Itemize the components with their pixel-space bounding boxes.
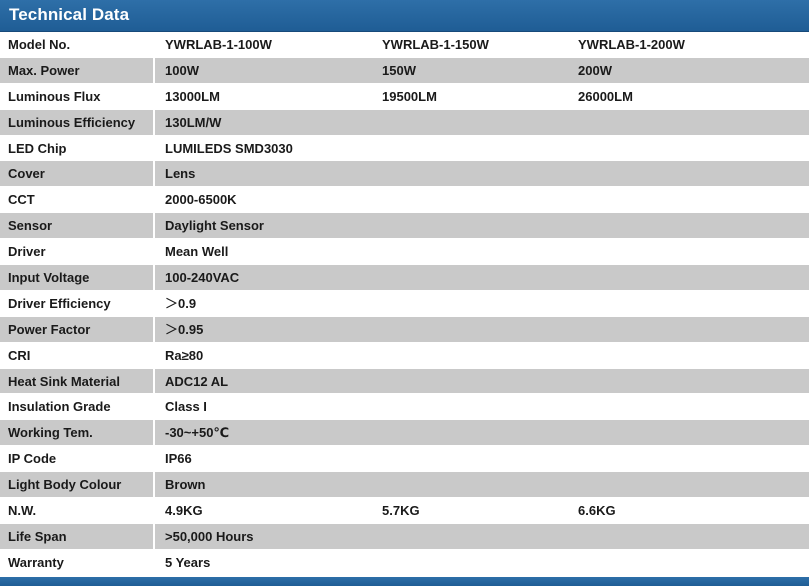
row-value-1: Daylight Sensor bbox=[165, 218, 264, 234]
row-value-1: Class I bbox=[165, 399, 207, 415]
row-value-1: >50,000 Hours bbox=[165, 528, 254, 544]
row-label: CCT bbox=[8, 192, 35, 208]
row-value-2: YWRLAB-1-150W bbox=[382, 37, 489, 52]
row-value-3: 6.6KG bbox=[578, 503, 616, 519]
row-value-1: 5 Years bbox=[165, 554, 211, 570]
table-row bbox=[0, 136, 809, 162]
row-label: Working Tem. bbox=[8, 425, 93, 441]
header-bar bbox=[0, 0, 809, 32]
row-label: Max. Power bbox=[8, 62, 80, 78]
table-row bbox=[0, 213, 809, 239]
row-value-1: LUMILEDS SMD3030 bbox=[165, 140, 293, 156]
table-row bbox=[0, 317, 809, 343]
row-label: Life Span bbox=[8, 528, 67, 544]
row-label: Driver Efficiency bbox=[8, 295, 111, 311]
row-label: Cover bbox=[8, 166, 45, 182]
table-row bbox=[0, 550, 809, 576]
spec-table bbox=[0, 32, 809, 576]
row-label: Power Factor bbox=[8, 321, 91, 337]
row-value-1: -30~+50℃ bbox=[165, 425, 230, 441]
row-value-1: 100-240VAC bbox=[165, 270, 240, 286]
row-label: Model No. bbox=[8, 37, 71, 52]
row-value-3: YWRLAB-1-200W bbox=[578, 37, 685, 52]
row-label: Luminous Efficiency bbox=[8, 114, 136, 130]
row-label: Heat Sink Material bbox=[8, 373, 120, 389]
row-value-1: 13000LM bbox=[165, 88, 220, 104]
row-label: Driver bbox=[8, 244, 46, 260]
table-row bbox=[0, 291, 809, 317]
row-label: Light Body Colour bbox=[8, 477, 122, 493]
row-label: Input Voltage bbox=[8, 270, 90, 286]
row-label: Insulation Grade bbox=[8, 399, 111, 415]
row-value-2: 150W bbox=[382, 62, 416, 78]
row-value-1: Brown bbox=[165, 477, 206, 493]
row-value-1: Lens bbox=[165, 166, 196, 182]
row-value-1: YWRLAB-1-100W bbox=[165, 37, 272, 52]
row-value-1: Ra≥80 bbox=[165, 347, 204, 363]
row-value-1: ADC12 AL bbox=[165, 373, 229, 389]
row-label: IP Code bbox=[8, 451, 57, 467]
table-row bbox=[0, 239, 809, 265]
table-row bbox=[0, 446, 809, 472]
table-row bbox=[0, 110, 809, 136]
row-value-1: IP66 bbox=[165, 451, 192, 467]
table-row bbox=[0, 498, 809, 524]
table-row bbox=[0, 369, 809, 395]
row-label: Warranty bbox=[8, 554, 64, 570]
table-row bbox=[0, 343, 809, 369]
row-value-3: 26000LM bbox=[578, 88, 633, 104]
table-row bbox=[0, 161, 809, 187]
row-label: CRI bbox=[8, 347, 31, 363]
table-row bbox=[0, 394, 809, 420]
page-title: Technical Data bbox=[9, 5, 130, 24]
row-value-2: 5.7KG bbox=[382, 503, 420, 519]
row-value-1: ＞0.95 bbox=[165, 321, 204, 337]
table-row bbox=[0, 420, 809, 446]
row-label: Luminous Flux bbox=[8, 88, 101, 104]
footer-bar bbox=[0, 577, 809, 586]
row-label: N.W. bbox=[8, 503, 37, 519]
row-value-3: 200W bbox=[578, 62, 612, 78]
row-value-1: 130LM/W bbox=[165, 114, 222, 130]
row-value-2: 19500LM bbox=[382, 88, 437, 104]
table-row bbox=[0, 524, 809, 550]
table-row bbox=[0, 187, 809, 213]
row-label: Sensor bbox=[8, 218, 53, 234]
row-value-1: ＞0.9 bbox=[165, 295, 197, 311]
row-value-1: 4.9KG bbox=[165, 503, 203, 519]
table-row bbox=[0, 472, 809, 498]
table-row bbox=[0, 32, 809, 58]
row-value-1: Mean Well bbox=[165, 244, 229, 260]
table-row bbox=[0, 58, 809, 84]
row-value-1: 100W bbox=[165, 62, 199, 78]
row-label: LED Chip bbox=[8, 140, 67, 156]
column-divider bbox=[153, 32, 155, 576]
table-row bbox=[0, 265, 809, 291]
table-row bbox=[0, 84, 809, 110]
row-value-1: 2000-6500K bbox=[165, 192, 237, 208]
